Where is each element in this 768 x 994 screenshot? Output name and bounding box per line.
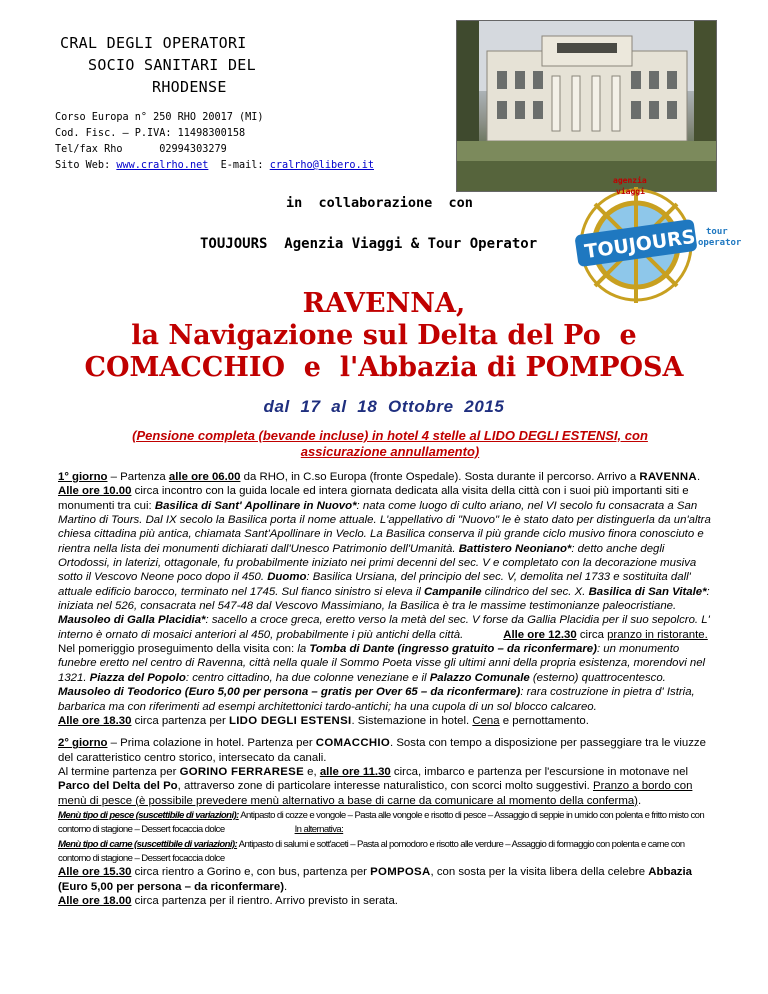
agency-line: TOUJOURS Agenzia Viaggi & Tour Operator [200, 236, 538, 252]
website-link[interactable]: www.cralrho.net [116, 160, 209, 171]
logo-top-text-2: viaggi [616, 187, 645, 196]
email-link[interactable]: cralrho@libero.it [269, 160, 374, 171]
fiscal-code: Cod. Fisc. – P.IVA: 11498300158 [55, 128, 246, 139]
logo-brand: TOUJOURS [583, 225, 697, 264]
logo-side-text-2: operator [698, 238, 742, 248]
logo-top-text-1: agenzia [613, 176, 647, 185]
collaboration-text: in collaborazione con [286, 195, 473, 211]
org-line-1: CRAL DEGLI OPERATORI [60, 34, 247, 52]
building-photo [456, 20, 717, 192]
trip-dates: dal 17 al 18 Ottobre 2015 [263, 397, 505, 416]
title-line-2: la Navigazione sul Delta del Po e [131, 320, 637, 351]
fish-menu: Menù tipo di pesce (suscettibile di variazioni): Antipasto di cozze e vongole – Pasta alle vongole e risotto di pesce – Assaggio di seppie in umido con polenta e fritto misto con contorno di stagione – Dessert focaccia dolce In alternativa: Menù tipo di carne (suscettibile di variazioni): Antipasto di salumi e sott'aceti – Pasta al pomodoro e risotto alle verdure – Assaggio di formaggio con polenta e carne con contorno di stagione – Dessert focaccia dolce [58, 809, 705, 864]
day-2-program: 2° giorno – Prima colazione in hotel. Partenza per COMACCHIO. Sosta con tempo a disposizione per passeggiare tra le viuzze del caratteristico centro storico, intersecato da canali. Al termine partenza per GORINO FERRARESE e, alle ore 11.30 circa, imbarco e partenza per l'escursione in motonave nel Parco del Delta del Po, attraverso zone di particolare interesse naturalistico, con scorci molto suggestivi. Pranzo a bordo con menù di pesce (è possibile prevedere menù alternativo a base di carne da comunicare al momento della conferma). Menù tipo di pesce (suscettibile di variazioni): Antipasto di cozze e vongole – Pasta alle vongole e risotto di pesce – Assaggio di seppie in umido con polenta e fritto misto con contorno di stagione – Dessert focaccia dolce In alternativa: Menù tipo di carne (suscettibile di variazioni): Antipasto di salumi e sott'aceti – Pasta al pomodoro e risotto alle verdure – Assaggio di formaggio con polenta e carne con contorno di stagione – Dessert focaccia dolce Alle ore 15.30 circa rientro a Gorino e, con bus, partenza per POMPOSA, con sosta per la visita libera della celebre Abbazia (Euro 5,00 per persona – da riconfermare). Alle ore 18.00 circa partenza per il rientro. Arrivo previsto in serata. [58, 737, 706, 907]
organization-name [60, 32, 256, 98]
phone: Tel/fax Rho 02994303279 [55, 144, 227, 155]
org-line-2: SOCIO SANITARI DEL [88, 56, 256, 74]
title-line-1: RAVENNA, [302, 288, 466, 319]
logo-side-text-1: tour [706, 227, 728, 237]
address: Corso Europa n° 250 RHO 20017 (MI) [55, 112, 264, 123]
main-title [0, 288, 768, 384]
web-email-line: Sito Web: www.cralrho.net E-mail: cralrho@libero.it [55, 160, 374, 171]
contact-info [55, 110, 374, 174]
trip-subtitle: (Pensione completa (bevande incluse) in hotel 4 stelle al LIDO DEGLI ESTENSI, con assicurazione annullamento) [132, 428, 648, 459]
day-1-program: 1° giorno – Partenza alle ore 06.00 da RHO, in C.so Europa (fronte Ospedale). Sosta durante il percorso. Arrivo a RAVENNA. Alle ore 10.00 circa incontro con la guida locale ed intera giornata dedicata alla visita della città con i suoi più importanti siti e monumenti tra cui: Basilica di Sant' Apollinare in Nuovo*: nata come luogo di culto ariano, nel VI secolo fu consacrata a San Martino di Tours. Dal IX secolo la Basilica porta il nome attuale. L'appellativo di "Nuovo" le è stato dato per distinguerla da un'altra chiesa cittadina più antica, chiamata Sant'Apollinare in Veclo. La Basilica conserva il più grande ciclo musivo finora conosciuto e rientra nella lista dei monumenti dichiarati dall'Unesco Patrimonio dell'Umanità. Battistero Neoniano*: detto anche degli Ortodossi, in laterizi, ottagonale, fu probabilmente iniziato nei primi decenni del sec. V e completato con la decorazione musiva sotto il Vescovo Neone poco dopo il 450. Duomo: Basilica Ursiana, del principio del sec. V, demolita nel 1733 e sostituita dall' attuale edificio barocco, terminato nel 1745. Sul fianco sinistro si eleva il Campanile cilindrico del sec. X. Basilica di San Vitale*: iniziata nel 526, consacrata nel 547-48 dal Vescovo Massimiano, la Basilica è tra le massime testimonianze paleocristiane. Mausoleo di Galla Placidia*: sacello a croce greca, eretto verso la metà del sec. V forse da Gallia Placidia per il suo sepolcro. L' interno è ornato di mosaici anteriori al 450, probabilmente i più antichi della città. Alle ore 12.30 circa pranzo in ristorante. Nel pomeriggio proseguimento della visita con: la Tomba di Dante (ingresso gratuito – da riconfermare): un monumento funebre eretto nel centro di Ravenna, città nella quale il Sommo Poeta visse gli ultimi anni della propria esistenza, morendovi nel 1321. Piazza del Popolo: centro cittadino, ha due colonne veneziane e il Palazzo Comunale (esterno) quattrocentesco. Mausoleo di Teodorico (Euro 5,00 per persona – gratis per Over 65 – da riconfermare): rara costruzione in pietra d' Istria, barbarica ma con riferimenti ad esempi architettonici tardo-antichi; ha una cupola di un sol blocco calcareo. Alle ore 18.30 circa partenza per LIDO DEGLI ESTENSI. Sistemazione in hotel. Cena e pernottamento. [58, 471, 711, 727]
itinerary [58, 470, 718, 914]
org-line-3: RHODENSE [152, 78, 227, 96]
title-line-3: COMACCHIO e l'Abbazia di POMPOSA [84, 352, 684, 383]
